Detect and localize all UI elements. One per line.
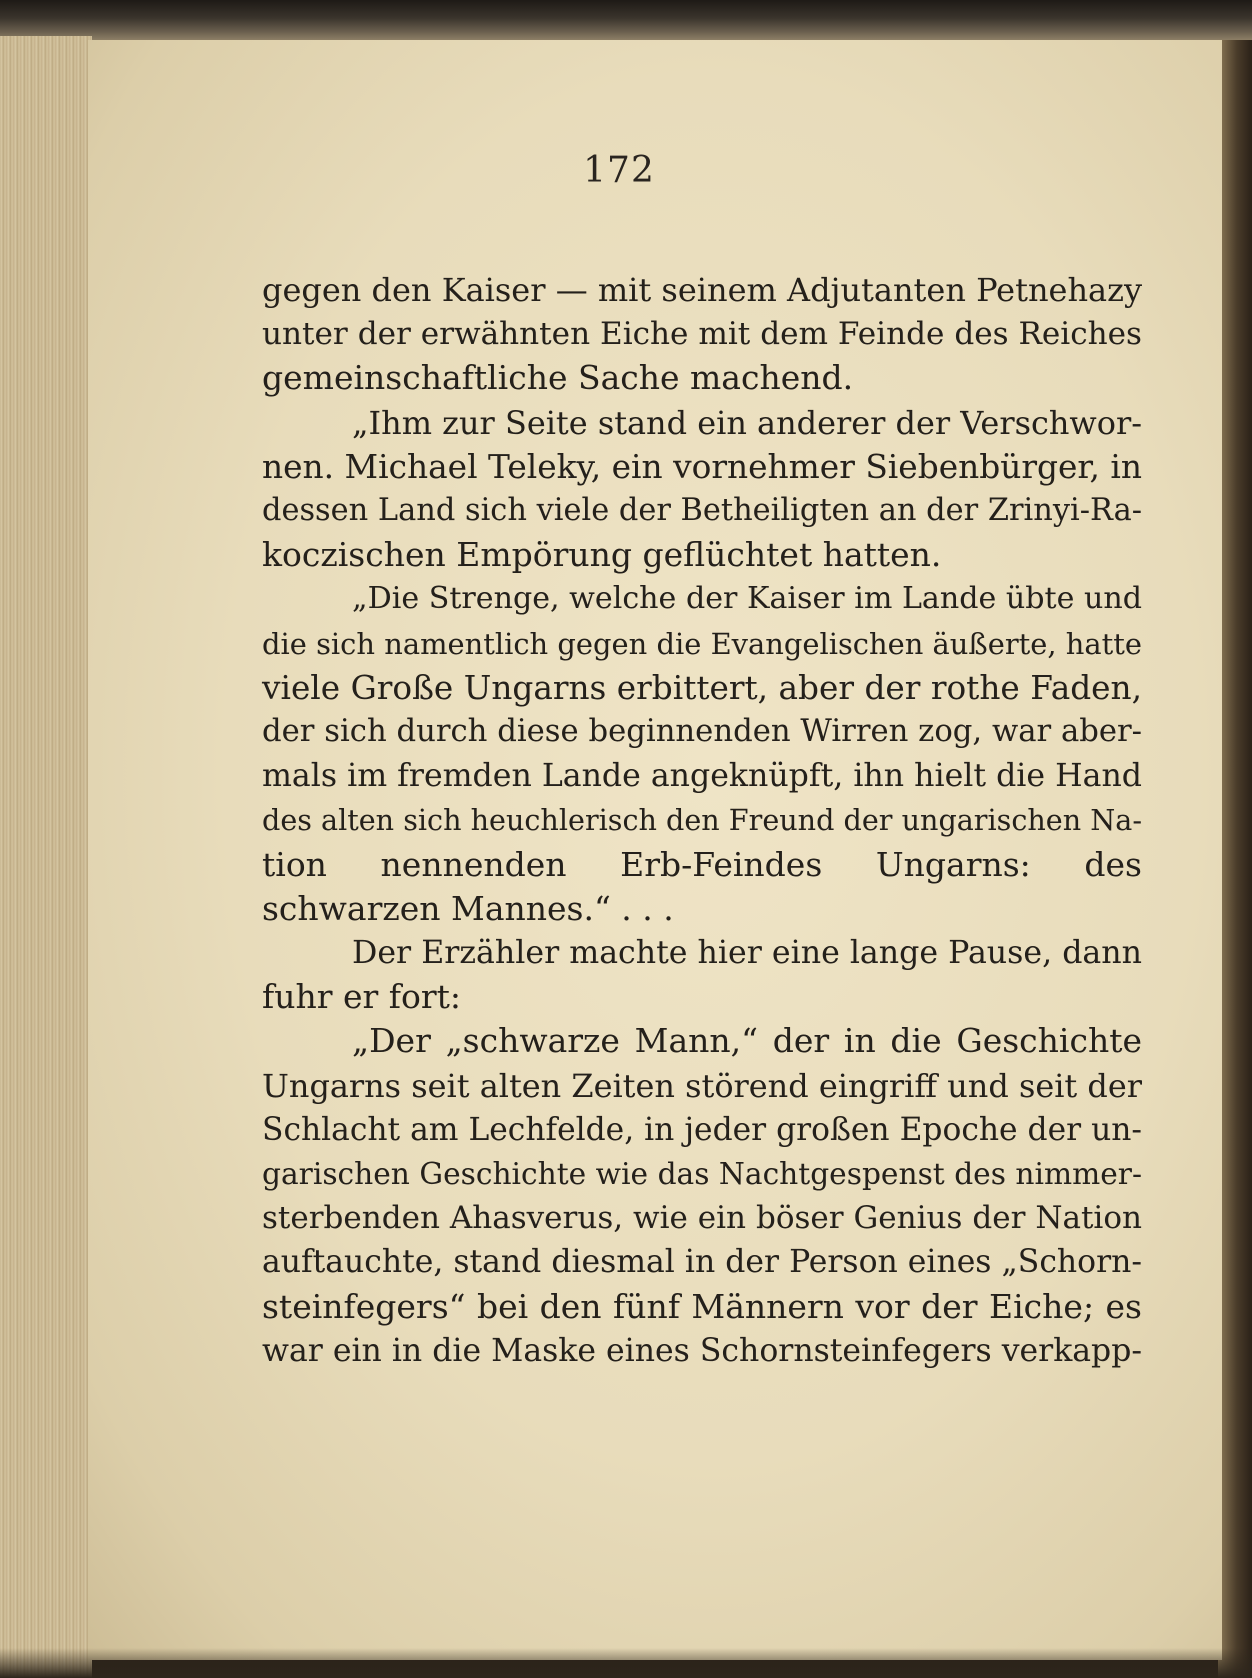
text-line: des alten sich heuchlerisch den Freund der ungarischen Na- xyxy=(262,803,1142,838)
text-line: die sich namentlich gegen die Evangelischen äußerte, hatte xyxy=(262,626,1142,661)
text-line: fuhr er fort: xyxy=(262,977,462,1017)
text-line: auftauchte, stand diesmal in der Person eines „Schorn- xyxy=(262,1244,1142,1281)
text-line: war ein in die Maske eines Schornsteinfegers verkapp- xyxy=(262,1332,1142,1369)
text-line: „Die Strenge, welche der Kaiser im Lande übte und xyxy=(352,581,1142,617)
text-line: Schlacht am Lechfelde, in jeder großen Epoche der un- xyxy=(262,1111,1142,1148)
text-line: mals im fremden Lande angeknüpft, ihn hielt die Hand xyxy=(262,758,1142,795)
page-number: 172 xyxy=(583,150,655,191)
text-line: der sich durch diese beginnenden Wirren zog, war aber- xyxy=(262,714,1142,750)
text-line: nen. Michael Teleky, ein vornehmer Siebenbürger, in xyxy=(262,447,1142,486)
text-line: gemeinschaftliche Sache machend. xyxy=(262,358,854,398)
text-line: dessen Land sich viele der Betheiligten an der Zrinyi-Ra- xyxy=(262,493,1142,529)
text-line: gegen den Kaiser — mit seinem Adjutanten Petnehazy xyxy=(262,271,1142,309)
text-line: steinfegers“ bei den fünf Männern vor der Eiche; es xyxy=(262,1286,1142,1326)
text-line: Ungarns seit alten Zeiten störend eingriff und seit der xyxy=(262,1066,1142,1105)
text-line: garischen Geschichte wie das Nachtgespenst des nimmer- xyxy=(262,1156,1142,1192)
text-line: tion nennenden Erb-Feindes Ungarns: des xyxy=(262,844,1142,884)
text-line: Der Erzähler machte hier eine lange Pause, dann xyxy=(352,935,1142,972)
text-line: unter der erwähnten Eiche mit dem Feinde des Reiches xyxy=(262,316,1142,353)
page-stack-edge xyxy=(0,36,92,1678)
text-line: „Ihm zur Seite stand ein anderer der Verschwor- xyxy=(352,403,1142,442)
body-text xyxy=(262,268,1142,1373)
text-line: sterbenden Ahasverus, wie ein böser Genius der Nation xyxy=(262,1200,1142,1237)
text-line: „Der „schwarze Mann,“ der in die Geschichte xyxy=(352,1021,1142,1061)
text-line: viele Große Ungarns erbittert, aber der rothe Faden, xyxy=(262,668,1142,707)
spine-shadow xyxy=(1218,40,1252,1678)
text-line: koczischen Empörung geflüchtet hatten. xyxy=(262,535,942,575)
text-line: schwarzen Mannes.“ . . . xyxy=(262,888,674,928)
book-top-edge xyxy=(0,0,1252,40)
bottom-shadow xyxy=(0,1648,1252,1678)
